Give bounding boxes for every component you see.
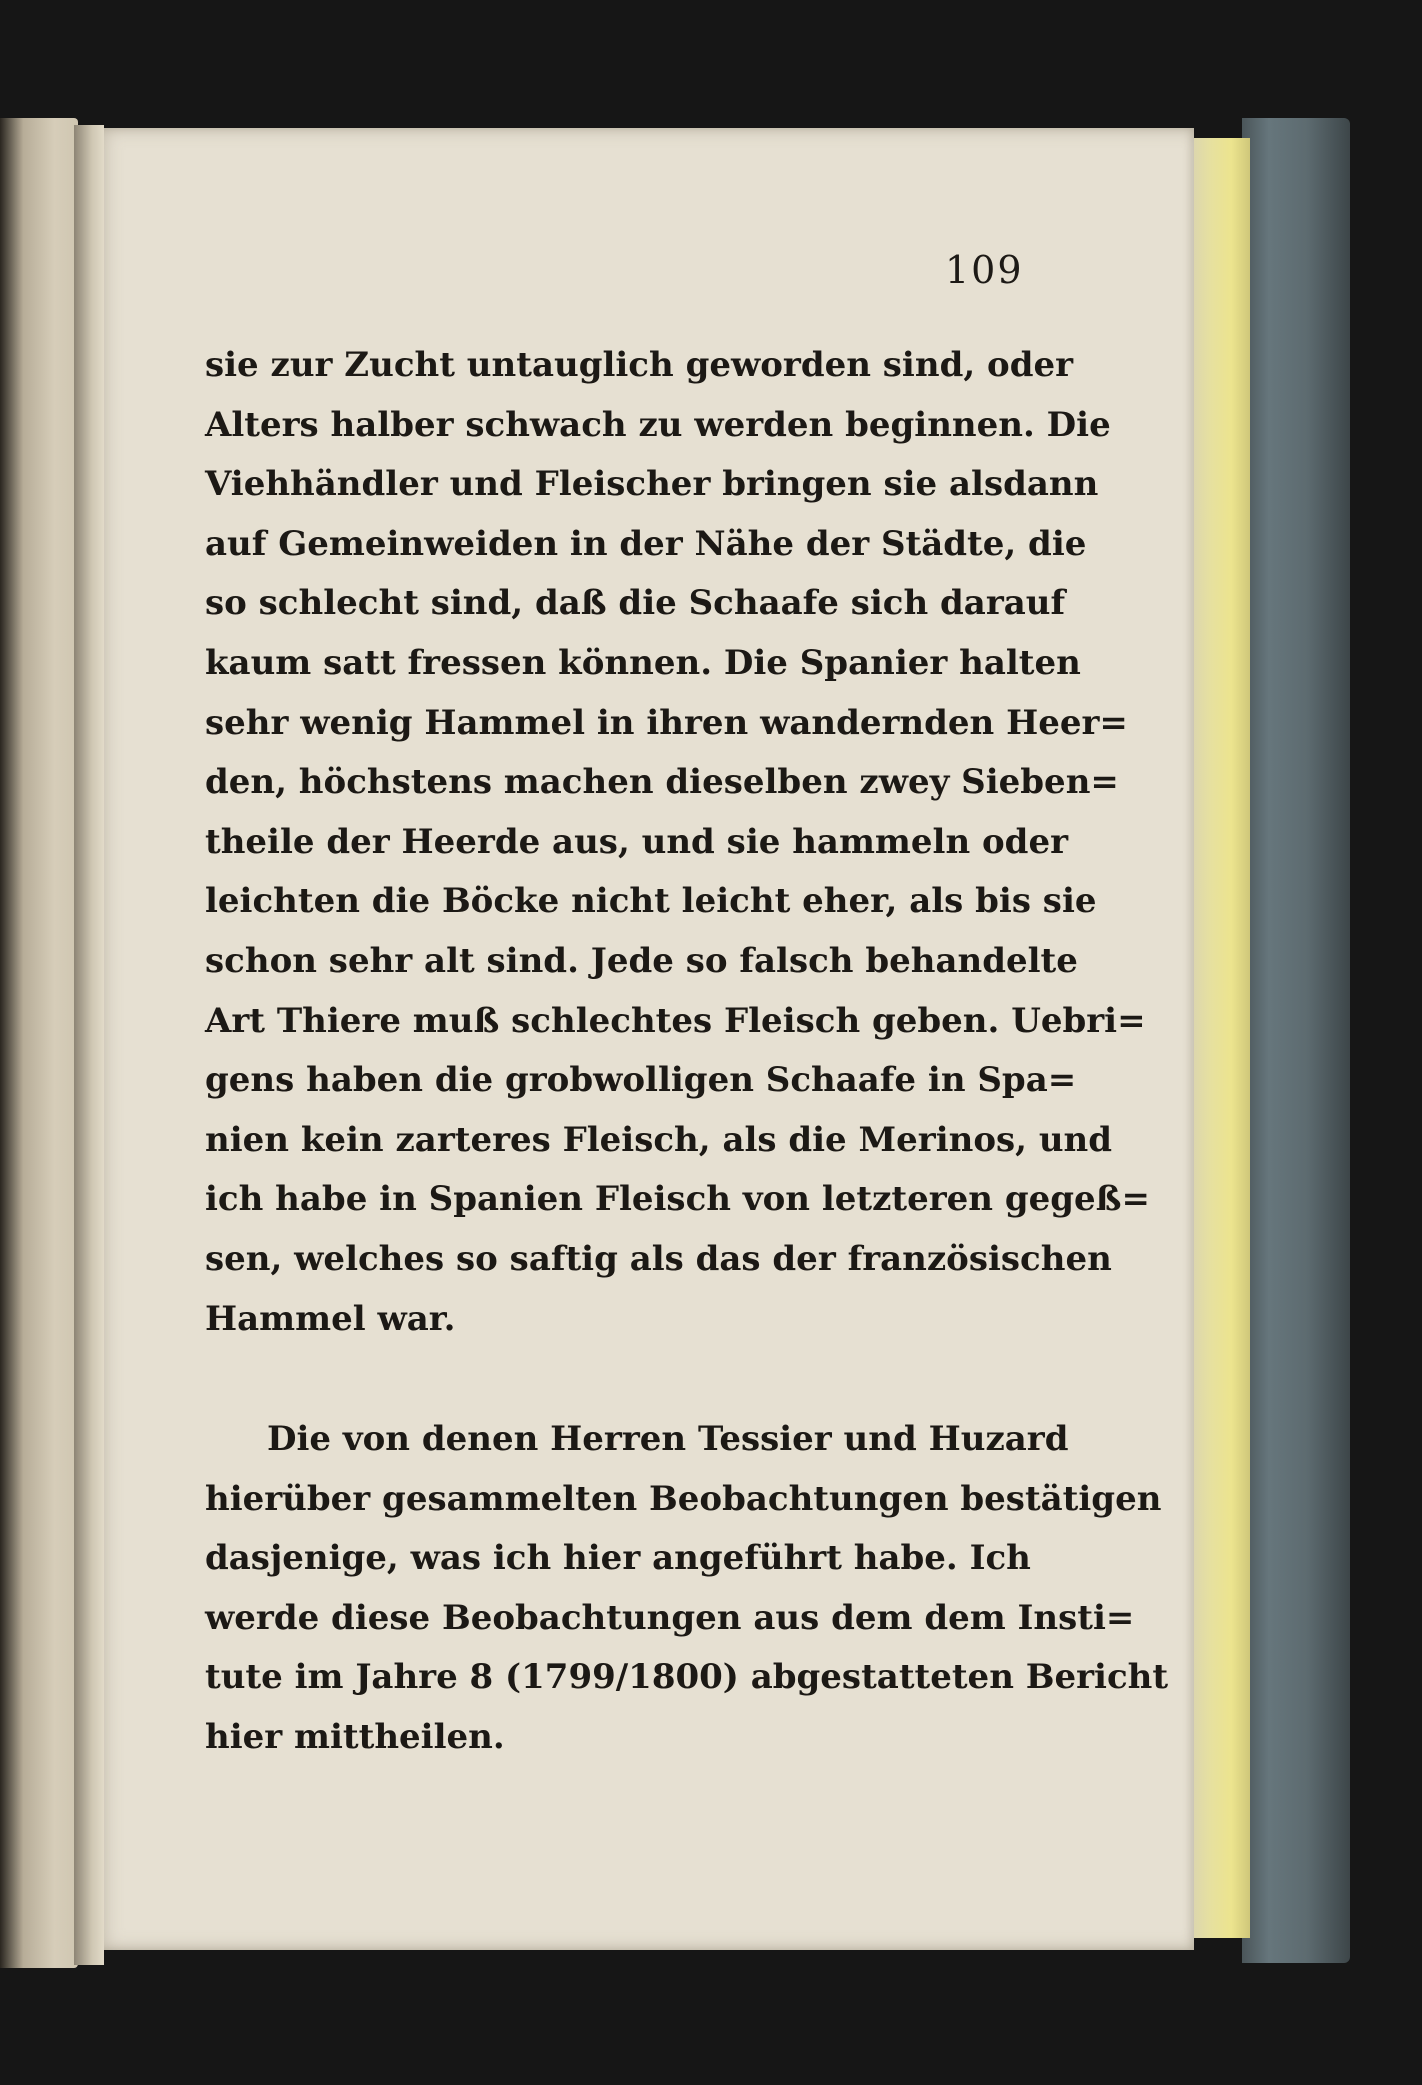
text-line: Alters halber schwach zu werden beginnen. Die bbox=[205, 404, 1111, 445]
text-line: Art Thiere muß schlechtes Fleisch geben. Uebri= bbox=[205, 1000, 1146, 1041]
text-line: hierüber gesammelten Beobachtungen bestätigen bbox=[205, 1478, 1162, 1519]
text-line: sen, welches so saftig als das der französischen bbox=[205, 1238, 1112, 1279]
text-line: leichten die Böcke nicht leicht eher, als bis sie bbox=[205, 881, 1097, 922]
text-line: hier mittheilen. bbox=[205, 1716, 505, 1757]
page-block-edge bbox=[1188, 138, 1250, 1938]
text-line: nien kein zarteres Fleisch, als die Merinos, und bbox=[205, 1119, 1113, 1160]
page-number: 109 bbox=[945, 248, 1024, 292]
text-line: auf Gemeinweiden in der Nähe der Städte, die bbox=[205, 523, 1087, 564]
text-line: den, höchstens machen dieselben zwey Sieben= bbox=[205, 762, 1119, 803]
text-line: so schlecht sind, daß die Schaafe sich darauf bbox=[205, 583, 1066, 624]
text-line: tute im Jahre 8 (1799/1800) abgestatteten Bericht bbox=[205, 1657, 1169, 1698]
text-line: Die von denen Herren Tessier und Huzard bbox=[267, 1419, 1069, 1459]
text-line: werde diese Beobachtungen aus dem dem Insti= bbox=[205, 1597, 1135, 1638]
text-line: sie zur Zucht untauglich geworden sind, oder bbox=[205, 345, 1074, 385]
text-line: theile der Heerde aus, und sie hammeln oder bbox=[205, 821, 1068, 862]
book-gutter bbox=[74, 125, 104, 1965]
text-line: schon sehr alt sind. Jede so falsch behandelte bbox=[205, 940, 1078, 981]
text-line: Hammel war. bbox=[205, 1298, 456, 1339]
text-line: sehr wenig Hammel in ihren wandernden Heer= bbox=[205, 702, 1128, 743]
paragraph-1 bbox=[205, 336, 1150, 1349]
previous-page-edge bbox=[0, 118, 78, 1968]
paragraph-2 bbox=[205, 1410, 1169, 1768]
text-line: dasjenige, was ich hier angeführt habe. Ich bbox=[205, 1538, 1031, 1579]
text-line: kaum satt fressen können. Die Spanier halten bbox=[205, 642, 1081, 683]
text-line: Viehhändler und Fleischer bringen sie alsdann bbox=[205, 464, 1099, 505]
book-cover-edge bbox=[1242, 118, 1350, 1963]
text-line: ich habe in Spanien Fleisch von letzteren gegeß= bbox=[205, 1179, 1150, 1220]
text-line: gens haben die grobwolligen Schaafe in Spa= bbox=[205, 1060, 1077, 1101]
